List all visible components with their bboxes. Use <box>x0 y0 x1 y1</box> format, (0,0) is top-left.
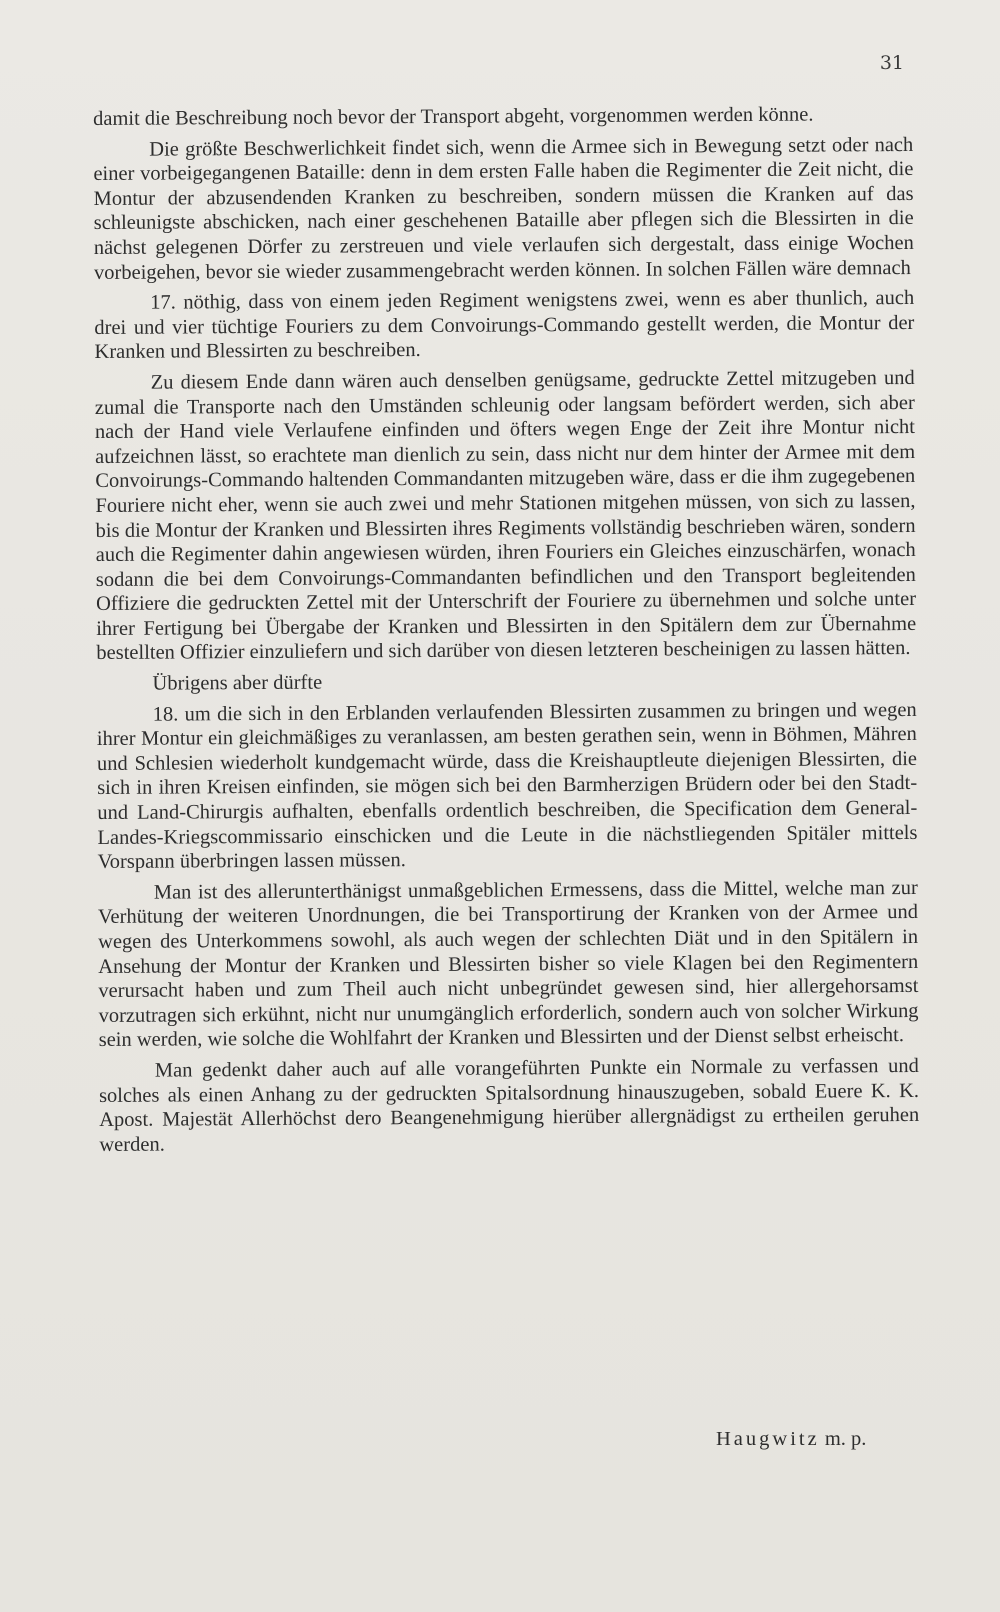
page-number: 31 <box>879 52 904 74</box>
signature-name: Haugwitz <box>716 1428 820 1450</box>
paragraph-6: 18. um die sich in den Erblanden verlaufenden Blessirten zusammen zu bringen und wegen ihrer Montur ein gleichmäßiges zu veranlassen, am besten gerathen sein, wenn in Böhmen, Mähren und Schlesien wiederholt kundgemacht würde, dass die Kreishauptleute diejenigen Blessirten, die sich in ihren Kreisen einfinden, sie mögen sich bei den Barmherzigen Brüdern oder bei den Stadt- und Land-Chirurgis aufhalten, ebenfalls ordentlich beschreiben, die Specification dem General-Landes-Kriegscommissario einschicken und die Leute in die nächstliegenden Spitäler mittels Vorspann überbringen lassen müssen. <box>96 698 918 874</box>
signature-suffix: m. p. <box>824 1428 867 1450</box>
paragraph-7: Man ist des allerunterthänigst unmaßgeblichen Ermessens, dass die Mittel, welche man zur Verhütung der weiteren Unordnungen, die bei Transportirung der Kranken von der Armee und wegen des Unterkommens sowohl, als auch wegen der schlechten Diät und in den Spitälern in Ansehung der Montur der Kranken und Blessirten bisher so viele Klagen bei den Regimentern verursacht haben und zum Theil auch nicht unbegründet gewesen sind, hier allergehorsamst vorzutragen sich erkühnt, nicht nur unumgänglich erforderlich, sondern auch von solcher Wirkung sein werden, wie solche die Wohlfahrt der Kranken und Blessirten und der Dienst selbst erheischt. <box>97 876 919 1052</box>
paragraph-3: 17. nöthig, dass von einem jeden Regiment wenigstens zwei, wenn es aber thunlich, auch drei und vier tüchtige Fouriers zu dem Convoirungs-Commando gestellt werden, die Montur der Kranken und Blessirten zu beschreiben. <box>94 287 915 364</box>
body-text <box>93 102 919 1163</box>
paragraph-2: Die größte Beschwerlichkeit findet sich, wenn die Armee sich in Bewegung setzt oder nach einer vorbeigegangenen Bataille: denn in dem ersten Falle haben die Regimenter die Zeit nicht, die Montur der abzusendenden Kranken zu beschreiben, sondern müssen die Kranken auf das schleunigste abschicken, nach einer geschehenen Bataille aber pflegen sich die Blessirten in die nächst gelegenen Dörfer zu zerstreuen und viele verlaufen sich dergestalt, dass einige Wochen vorbeigehen, bevor sie wieder zusammengebracht werden können. In solchen Fällen wäre demnach <box>93 133 914 284</box>
paragraph-4: Zu diesem Ende dann wären auch denselben genügsame, gedruckte Zettel mitzugeben und zumal die Transporte nach den Umständen schleunig oder langsam befördert werden, sich aber nach der Hand viele Verlaufene einfinden und öfters wegen Enge der Zeit ihre Montur nicht aufzeichnen lässt, so erachtete man dienlich zu sein, dass nicht nur dem hinter der Armee mit dem Convoirungs-Commando haltenden Commandanten mitzugeben wäre, dass er die ihm zugegebenen Fouriere nicht eher, wenn sie auch zwei und mehr Stationen mitgehen müssen, von sich zu lassen, bis die Montur der Kranken und Blessirten ihres Regiments vollständig beschrieben wären, sondern auch die Regimenter dahin angewiesen würden, ihren Fouriers ein Gleiches einzuschärfen, wonach sodann die bei dem Convoirungs-Commandanten befindlichen und den Transport begleitenden Offiziere die gedruckten Zettel mit der Unterschrift der Fouriere zu übernehmen und solche unter ihrer Fertigung bei Übergabe der Kranken und Blessirten in den Spitälern dem zur Übernahme bestellten Offizier einzuliefern und sich darüber von diesen letzteren bescheinigen zu lassen hätten. <box>94 366 917 665</box>
signature <box>716 1428 866 1451</box>
paragraph-8: Man gedenkt daher auch auf alle vorangeführten Punkte ein Normale zu verfassen und solches als einen Anhang zu der gedruckten Spitalsordnung hinauszugeben, sobald Euere K. K. Apost. Majestät Allerhöchst dero Beangenehmigung hierüber allergnädigst zu ertheilen geruhen werden. <box>98 1054 920 1156</box>
paragraph-5: Übrigens aber dürfte <box>152 671 323 695</box>
paragraph-1: damit die Beschreibung noch bevor der Transport abgeht, vorgenommen werden könne. <box>93 103 814 130</box>
